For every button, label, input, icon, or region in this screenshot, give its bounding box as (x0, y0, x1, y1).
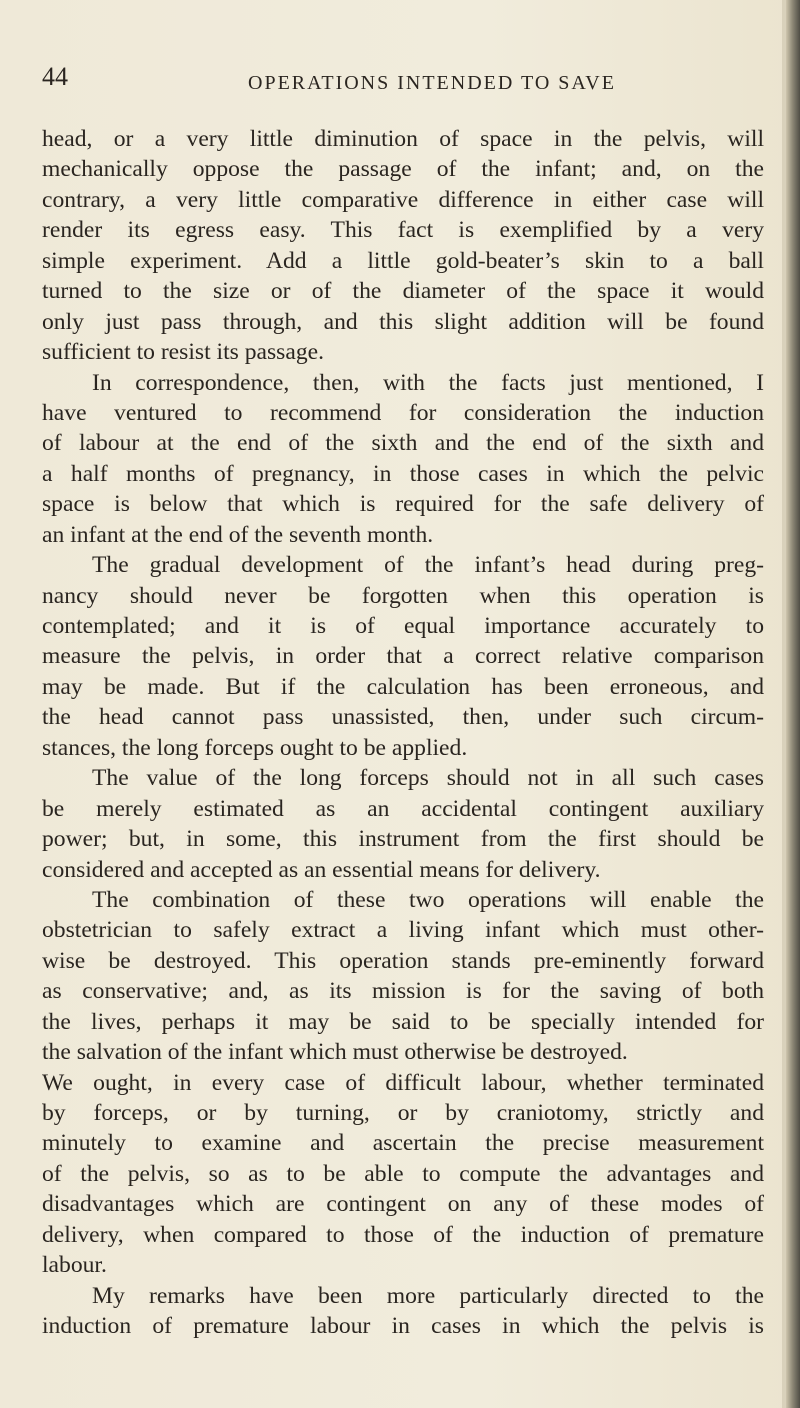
text-line: as conservative; and, as its mission is for the saving of both (42, 978, 764, 1005)
text-line: render its egress easy. This fact is exemplified by a very (42, 217, 764, 244)
text-line: a half months of pregnancy, in those cases in which the pelvic (42, 460, 764, 487)
text-line: nancy should never be forgotten when this operation is (42, 582, 764, 609)
text-line: disadvantages which are contingent on any of these modes of (42, 1191, 764, 1218)
text-line: of labour at the end of the sixth and the end of the sixth and (42, 430, 764, 457)
text-line: contrary, a very little comparative difference in either case will (42, 186, 764, 213)
text-line: the lives, perhaps it may be said to be specially intended for (42, 1008, 764, 1035)
text-line: may be made. But if the calculation has been erroneous, and (42, 673, 764, 700)
text-line: The combination of these two operations will enable the (92, 886, 764, 913)
text-line: mechanically oppose the passage of the infant; and, on the (42, 156, 764, 183)
text-line: turned to the size or of the diameter of the space it would (42, 278, 764, 305)
body-text (42, 124, 764, 1342)
page-number: 44 (42, 62, 68, 91)
text-line: stances, the long forceps ought to be applied. (42, 734, 468, 761)
text-line: The gradual development of the infant’s head during preg- (92, 552, 764, 579)
text-line: In correspondence, then, with the facts just mentioned, I (92, 369, 764, 396)
text-line: sufficient to resist its passage. (42, 339, 324, 366)
text-line: by forceps, or by turning, or by craniotomy, strictly and (42, 1100, 764, 1126)
page-header (42, 62, 762, 102)
text-line: induction of premature labour in cases in which the pelvis is (42, 1313, 764, 1340)
running-head: OPERATIONS INTENDED TO SAVE (248, 72, 616, 94)
text-line: the salvation of the infant which must otherwise be destroyed. (42, 1039, 628, 1066)
text-line: measure the pelvis, in order that a correct relative comparison (42, 643, 764, 670)
text-line: power; but, in some, this instrument from the first should be (42, 826, 764, 853)
text-line: We ought, in every case of difficult labour, whether terminated (42, 1069, 764, 1096)
text-line: My remarks have been more particularly directed to the (92, 1282, 764, 1309)
text-line: minutely to examine and ascertain the precise measurement (42, 1130, 764, 1157)
text-line: the head cannot pass unassisted, then, under such circum- (42, 704, 764, 731)
text-line: have ventured to recommend for consideration the induction (42, 399, 764, 426)
text-line: head, or a very little diminution of space in the pelvis, will (42, 126, 764, 152)
text-line: labour. (42, 1252, 107, 1279)
text-line: wise be destroyed. This operation stands pre-eminently forward (42, 947, 764, 974)
text-line: contemplated; and it is of equal importance accurately to (42, 613, 764, 639)
text-line: simple experiment. Add a little gold-beater’s skin to a ball (42, 247, 764, 274)
text-line: obstetrician to safely extract a living infant which must other- (42, 917, 764, 944)
text-line: considered and accepted as an essential means for delivery. (42, 856, 601, 883)
text-line: be merely estimated as an accidental contingent auxiliary (42, 795, 764, 822)
book-spine-edge (786, 0, 800, 1408)
text-line: The value of the long forceps should not in all such cases (92, 765, 764, 792)
text-line: of the pelvis, so as to be able to compute the advantages and (42, 1160, 764, 1187)
text-line: an infant at the end of the seventh month. (42, 521, 434, 548)
text-line: space is below that which is required for the safe delivery of (42, 491, 764, 518)
text-line: delivery, when compared to those of the induction of premature (42, 1221, 764, 1248)
text-line: only just pass through, and this slight addition will be found (42, 308, 764, 335)
